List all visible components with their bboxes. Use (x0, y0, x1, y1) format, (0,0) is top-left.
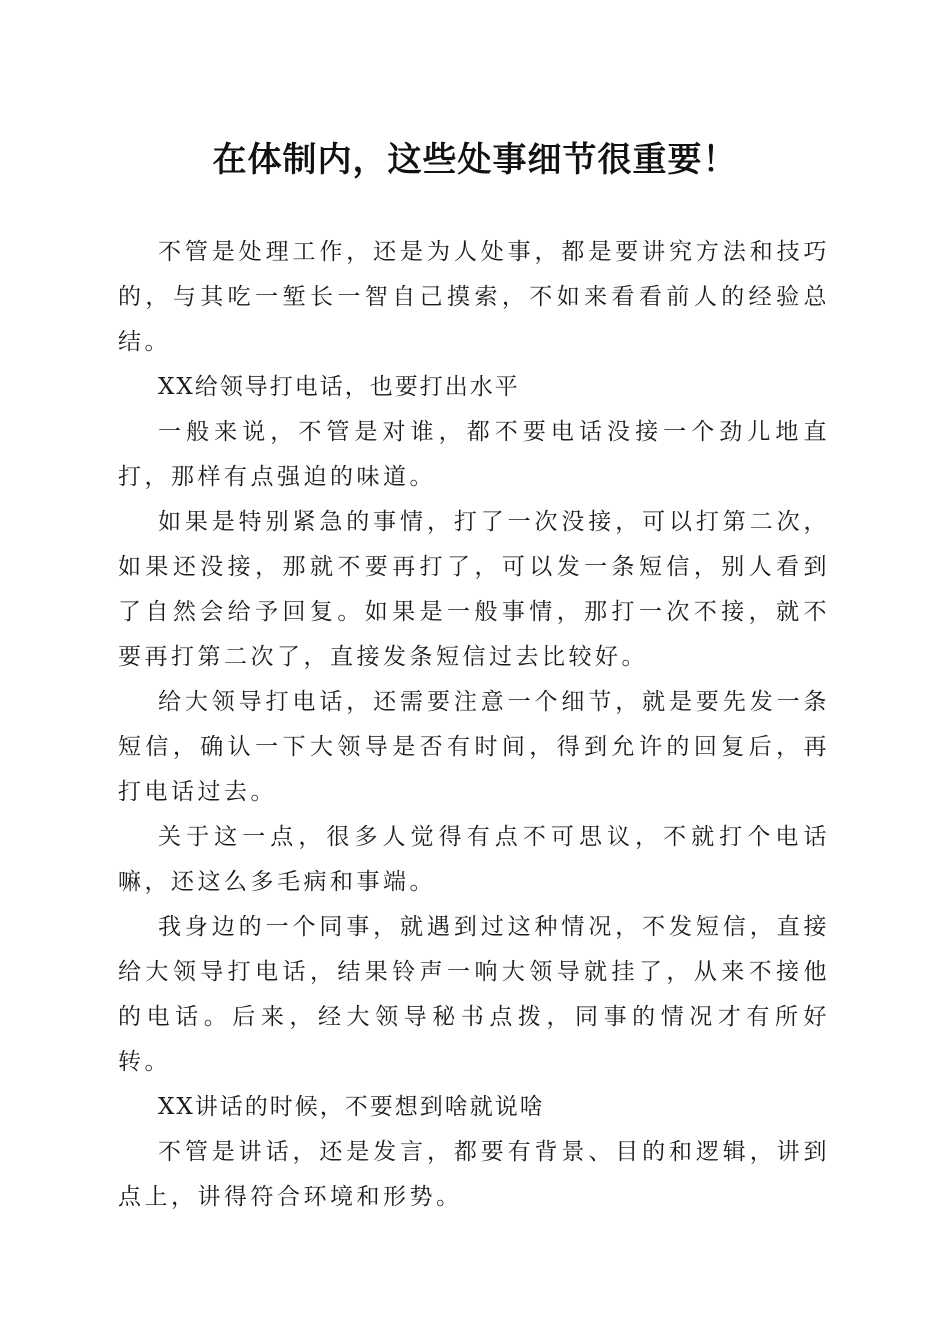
paragraph: 如果是特别紧急的事情，打了一次没接，可以打第二次，如果还没接，那就不要再打了，可以发一条短信，别人看到了自然会给予回复。如果是一般事情，那打一次不接，就不要再打第二次了，直接发条短信过去比较好。 (118, 509, 830, 670)
page-title: 在体制内，这些处事细节很重要！ (212, 140, 738, 180)
paragraph: 我身边的一个同事，就遇到过这种情况，不发短信，直接给大领导打电话，结果铃声一响大领导就挂了，从来不接他的电话。后来，经大领导秘书点拨，同事的情况才有所好转。 (118, 914, 830, 1075)
paragraph-intro: 不管是处理工作，还是为人处事，都是要讲究方法和技巧的，与其吃一堑长一智自己摸索，不如来看看前人的经验总结。 (118, 239, 830, 355)
paragraph: 给大领导打电话，还需要注意一个细节，就是要先发一条短信，确认一下大领导是否有时间，得到允许的回复后，再打电话过去。 (118, 689, 830, 805)
paragraph: 关于这一点，很多人觉得有点不可思议，不就打个电话嘛，还这么多毛病和事端。 (118, 824, 830, 895)
paragraph: 不管是讲话，还是发言，都要有背景、目的和逻辑，讲到点上，讲得符合环境和形势。 (118, 1139, 830, 1210)
paragraph: 一般来说，不管是对谁，都不要电话没接一个劲儿地直打，那样有点强迫的味道。 (118, 419, 830, 490)
section-heading-speech: XX讲话的时候，不要想到啥就说啥 (158, 1094, 545, 1120)
section-heading-phone: XX给领导打电话，也要打出水平 (158, 374, 520, 400)
document-body (118, 230, 830, 1220)
